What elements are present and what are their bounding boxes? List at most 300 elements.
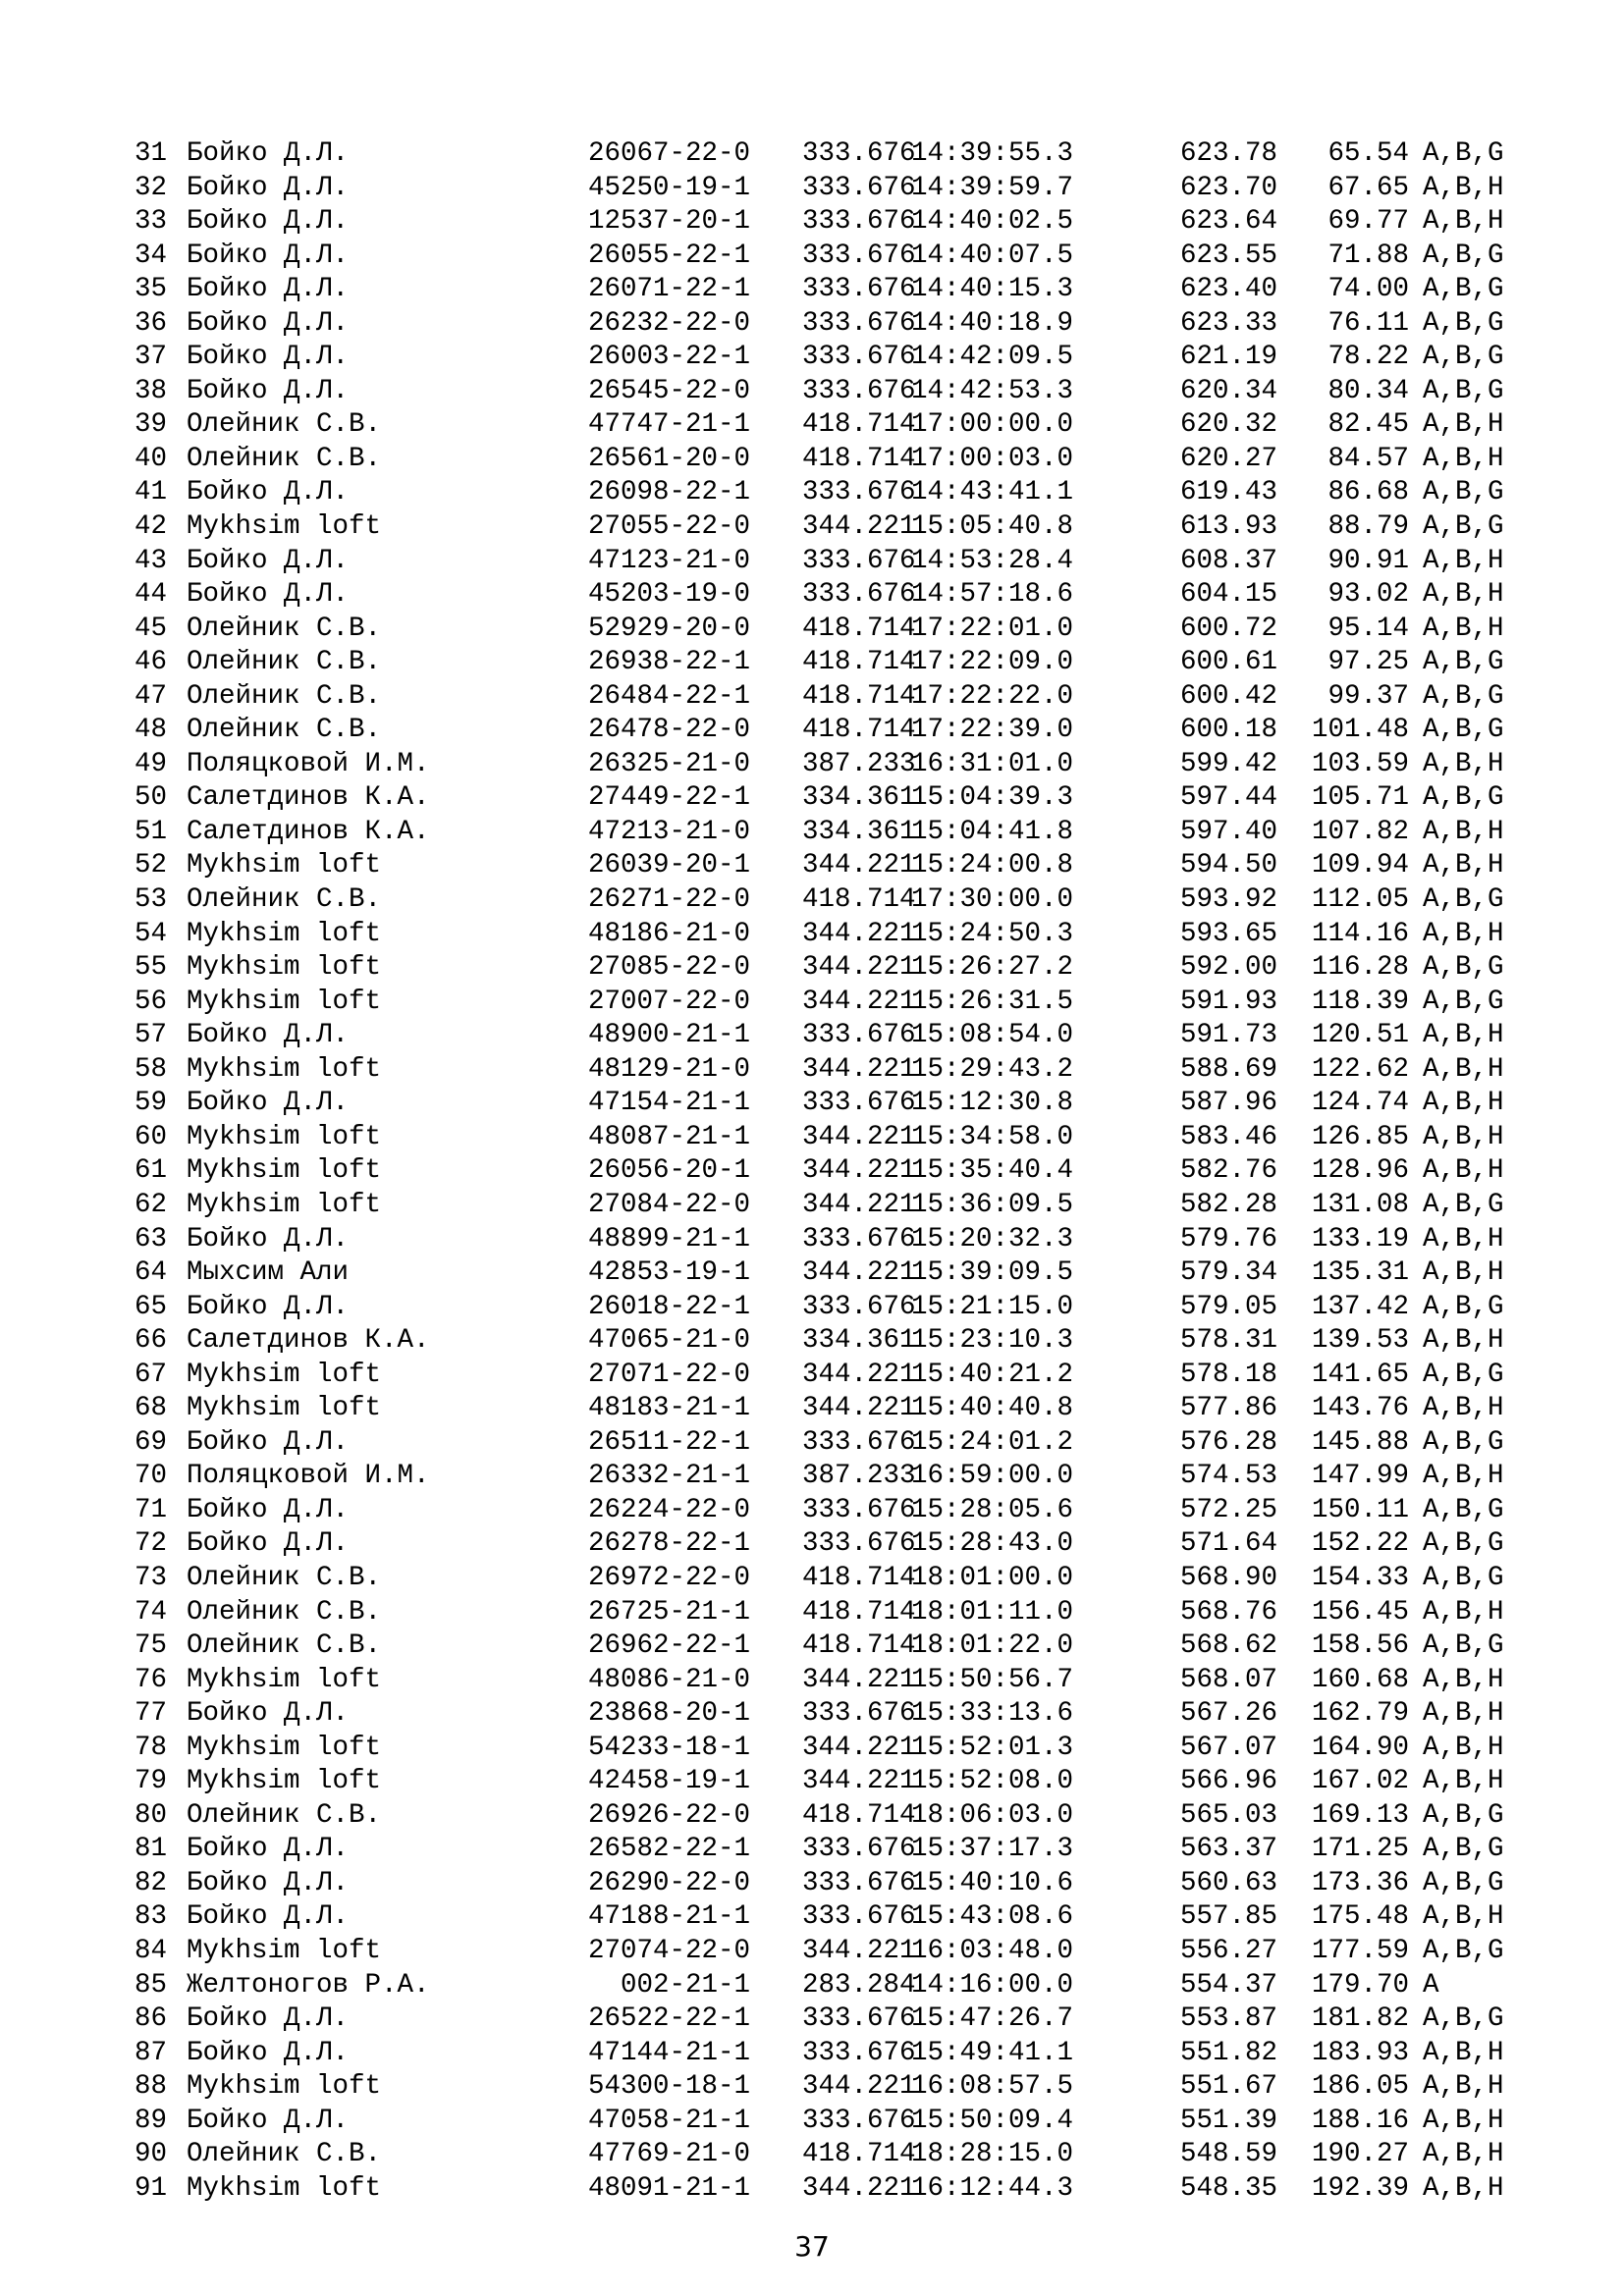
row-number: 79	[134, 1766, 167, 1797]
speed-value: 566.96	[1179, 1766, 1277, 1797]
table-row	[122, 578, 1536, 613]
points-value: 190.27	[1311, 2139, 1409, 2170]
fancier-name: Олейник С.В.	[187, 1799, 382, 1831]
points-value: 162.79	[1311, 1698, 1409, 1730]
table-row	[122, 646, 1536, 680]
table-row	[122, 2172, 1536, 2207]
ring-id: 48086-21-0	[587, 1664, 750, 1695]
distance-value: 418.714	[802, 613, 916, 644]
table-row	[122, 1833, 1536, 1867]
fancier-name: Mykhsim loft	[187, 1393, 382, 1424]
arrival-time: 14:42:53.3	[911, 375, 1074, 406]
speed-value: 574.53	[1179, 1461, 1277, 1492]
points-value: 158.56	[1311, 1630, 1409, 1662]
points-value: 137.42	[1311, 1291, 1409, 1322]
speed-value: 563.37	[1179, 1834, 1277, 1865]
row-number: 50	[134, 782, 167, 814]
arrival-time: 14:43:41.1	[911, 477, 1074, 508]
fancier-name: Мыхсим Али	[187, 1257, 350, 1289]
row-number: 69	[134, 1426, 167, 1458]
speed-value: 579.76	[1179, 1223, 1277, 1255]
table-row	[122, 1596, 1536, 1630]
category-list: A,B,H	[1423, 1766, 1504, 1797]
row-number: 80	[134, 1799, 167, 1831]
fancier-name: Олейник С.В.	[187, 1562, 382, 1593]
ring-id: 27449-22-1	[587, 782, 750, 814]
distance-value: 283.284	[802, 1969, 916, 2001]
points-value: 95.14	[1327, 613, 1409, 644]
distance-value: 418.714	[802, 1799, 916, 1831]
ring-id: 26725-21-1	[587, 1596, 750, 1628]
distance-value: 333.676	[802, 206, 916, 238]
table-row	[122, 2138, 1536, 2172]
category-list: A,B,G	[1423, 307, 1504, 339]
distance-value: 344.221	[802, 511, 916, 543]
speed-value: 560.63	[1179, 1867, 1277, 1898]
points-value: 181.82	[1311, 2003, 1409, 2035]
row-number: 63	[134, 1223, 167, 1255]
fancier-name: Mykhsim loft	[187, 1732, 382, 1763]
row-number: 77	[134, 1698, 167, 1730]
ring-id: 48900-21-1	[587, 1020, 750, 1051]
table-row	[122, 918, 1536, 952]
category-list: A,B,G	[1423, 1426, 1504, 1458]
speed-value: 608.37	[1179, 545, 1277, 576]
category-list: A,B,G	[1423, 782, 1504, 814]
distance-value: 344.221	[802, 1664, 916, 1695]
category-list: A,B,H	[1423, 2139, 1504, 2170]
speed-value: 568.90	[1179, 1562, 1277, 1593]
category-list: A,B,H	[1423, 443, 1504, 474]
category-list: A,B,H	[1423, 2172, 1504, 2204]
fancier-name: Бойко Д.Л.	[187, 2037, 350, 2068]
table-row	[122, 1087, 1536, 1121]
points-value: 141.65	[1311, 1359, 1409, 1390]
points-value: 179.70	[1311, 1969, 1409, 2001]
table-row	[122, 307, 1536, 342]
distance-value: 333.676	[802, 545, 916, 576]
arrival-time: 14:40:02.5	[911, 206, 1074, 238]
arrival-time: 17:22:09.0	[911, 647, 1074, 678]
category-list: A,B,H	[1423, 1732, 1504, 1763]
fancier-name: Бойко Д.Л.	[187, 477, 350, 508]
speed-value: 582.76	[1179, 1155, 1277, 1187]
category-list: A,B,H	[1423, 918, 1504, 949]
distance-value: 418.714	[802, 680, 916, 712]
category-list: A,B,G	[1423, 1799, 1504, 1831]
table-row	[122, 240, 1536, 274]
fancier-name: Бойко Д.Л.	[187, 2105, 350, 2136]
fancier-name: Поляцковой И.М.	[187, 748, 430, 779]
points-value: 103.59	[1311, 748, 1409, 779]
ring-id: 45250-19-1	[587, 172, 750, 203]
ring-id: 26278-22-1	[587, 1528, 750, 1560]
points-value: 71.88	[1327, 240, 1409, 271]
fancier-name: Бойко Д.Л.	[187, 172, 350, 203]
ring-id: 26224-22-0	[587, 1494, 750, 1525]
row-number: 39	[134, 409, 167, 441]
fancier-name: Бойко Д.Л.	[187, 1020, 350, 1051]
table-row	[122, 1969, 1536, 2003]
arrival-time: 15:29:43.2	[911, 1053, 1074, 1085]
category-list: A,B,G	[1423, 1359, 1504, 1390]
distance-value: 333.676	[802, 1426, 916, 1458]
table-row	[122, 172, 1536, 206]
arrival-time: 15:40:10.6	[911, 1867, 1074, 1898]
distance-value: 333.676	[802, 1528, 916, 1560]
row-number: 52	[134, 850, 167, 881]
fancier-name: Mykhsim loft	[187, 511, 382, 543]
distance-value: 333.676	[802, 1698, 916, 1730]
points-value: 112.05	[1311, 884, 1409, 916]
fancier-name: Бойко Д.Л.	[187, 2003, 350, 2035]
arrival-time: 15:35:40.4	[911, 1155, 1074, 1187]
fancier-name: Mykhsim loft	[187, 2172, 382, 2204]
distance-value: 387.233	[802, 1461, 916, 1492]
category-list: A,B,H	[1423, 1155, 1504, 1187]
points-value: 101.48	[1311, 715, 1409, 746]
table-row	[122, 1426, 1536, 1461]
ring-id: 47065-21-0	[587, 1325, 750, 1357]
table-row	[122, 205, 1536, 240]
ring-id: 26545-22-0	[587, 375, 750, 406]
arrival-time: 15:26:27.2	[911, 952, 1074, 984]
ring-id: 26332-21-1	[587, 1461, 750, 1492]
speed-value: 600.72	[1179, 613, 1277, 644]
speed-value: 568.07	[1179, 1664, 1277, 1695]
row-number: 67	[134, 1359, 167, 1390]
ring-id: 47144-21-1	[587, 2037, 750, 2068]
fancier-name: Бойко Д.Л.	[187, 1901, 350, 1933]
speed-value: 591.73	[1179, 1020, 1277, 1051]
category-list: A,B,H	[1423, 1461, 1504, 1492]
table-row	[122, 510, 1536, 545]
ring-id: 26926-22-0	[587, 1799, 750, 1831]
ring-id: 26018-22-1	[587, 1291, 750, 1322]
speed-value: 557.85	[1179, 1901, 1277, 1933]
arrival-time: 15:52:01.3	[911, 1732, 1074, 1763]
distance-value: 333.676	[802, 477, 916, 508]
ring-id: 47123-21-0	[587, 545, 750, 576]
fancier-name: Бойко Д.Л.	[187, 1494, 350, 1525]
arrival-time: 14:40:07.5	[911, 240, 1074, 271]
arrival-time: 18:28:15.0	[911, 2139, 1074, 2170]
fancier-name: Олейник С.В.	[187, 884, 382, 916]
fancier-name: Mykhsim loft	[187, 986, 382, 1017]
fancier-name: Салетдинов К.А.	[187, 782, 430, 814]
speed-value: 620.32	[1179, 409, 1277, 441]
points-value: 131.08	[1311, 1189, 1409, 1220]
row-number: 81	[134, 1834, 167, 1865]
row-number: 54	[134, 918, 167, 949]
distance-value: 333.676	[802, 1223, 916, 1255]
distance-value: 344.221	[802, 1053, 916, 1085]
points-value: 67.65	[1327, 172, 1409, 203]
ring-id: 27074-22-0	[587, 1935, 750, 1966]
speed-value: 548.59	[1179, 2139, 1277, 2170]
ring-id: 12537-20-1	[587, 206, 750, 238]
table-row	[122, 545, 1536, 579]
points-value: 93.02	[1327, 579, 1409, 611]
category-list: A,B,H	[1423, 1088, 1504, 1119]
speed-value: 597.40	[1179, 816, 1277, 847]
ring-id: 26478-22-0	[587, 715, 750, 746]
table-row	[122, 1494, 1536, 1528]
arrival-time: 15:49:41.1	[911, 2037, 1074, 2068]
ring-id: 26484-22-1	[587, 680, 750, 712]
table-row	[122, 883, 1536, 918]
distance-value: 333.676	[802, 274, 916, 305]
distance-value: 333.676	[802, 307, 916, 339]
table-row	[122, 375, 1536, 409]
category-list: A,B,H	[1423, 1393, 1504, 1424]
ring-id: 42458-19-1	[587, 1766, 750, 1797]
arrival-time: 14:40:15.3	[911, 274, 1074, 305]
arrival-time: 16:12:44.3	[911, 2172, 1074, 2204]
row-number: 64	[134, 1257, 167, 1289]
category-list: A,B,G	[1423, 1494, 1504, 1525]
table-row	[122, 748, 1536, 782]
ring-id: 26039-20-1	[587, 850, 750, 881]
category-list: A,B,G	[1423, 2003, 1504, 2035]
speed-value: 553.87	[1179, 2003, 1277, 2035]
row-number: 49	[134, 748, 167, 779]
row-number: 88	[134, 2071, 167, 2103]
distance-value: 333.676	[802, 1834, 916, 1865]
points-value: 86.68	[1327, 477, 1409, 508]
distance-value: 418.714	[802, 647, 916, 678]
table-row	[122, 1732, 1536, 1766]
category-list: A,B,H	[1423, 850, 1504, 881]
points-value: 160.68	[1311, 1664, 1409, 1695]
arrival-time: 17:00:03.0	[911, 443, 1074, 474]
table-row	[122, 849, 1536, 883]
distance-value: 344.221	[802, 1189, 916, 1220]
distance-value: 333.676	[802, 1867, 916, 1898]
arrival-time: 15:50:09.4	[911, 2105, 1074, 2136]
speed-value: 567.07	[1179, 1732, 1277, 1763]
arrival-time: 15:28:05.6	[911, 1494, 1074, 1525]
row-number: 87	[134, 2037, 167, 2068]
category-list: A,B,H	[1423, 816, 1504, 847]
category-list: A,B,G	[1423, 680, 1504, 712]
arrival-time: 16:08:57.5	[911, 2071, 1074, 2103]
category-list: A,B,G	[1423, 274, 1504, 305]
ring-id: 26582-22-1	[587, 1834, 750, 1865]
ring-id: 26003-22-1	[587, 342, 750, 373]
points-value: 80.34	[1327, 375, 1409, 406]
ring-id: 48129-21-0	[587, 1053, 750, 1085]
category-list: A,B,H	[1423, 206, 1504, 238]
table-row	[122, 1291, 1536, 1325]
arrival-time: 17:22:39.0	[911, 715, 1074, 746]
table-row	[122, 1629, 1536, 1664]
table-row	[122, 1019, 1536, 1053]
points-value: 164.90	[1311, 1732, 1409, 1763]
ring-id: 27055-22-0	[587, 511, 750, 543]
speed-value: 568.76	[1179, 1596, 1277, 1628]
arrival-time: 14:40:18.9	[911, 307, 1074, 339]
points-value: 116.28	[1311, 952, 1409, 984]
distance-value: 344.221	[802, 1359, 916, 1390]
speed-value: 620.34	[1179, 375, 1277, 406]
table-row	[122, 408, 1536, 443]
speed-value: 623.40	[1179, 274, 1277, 305]
speed-value: 579.34	[1179, 1257, 1277, 1289]
arrival-time: 18:01:00.0	[911, 1562, 1074, 1593]
category-list: A,B,H	[1423, 2105, 1504, 2136]
speed-value: 577.86	[1179, 1393, 1277, 1424]
arrival-time: 17:30:00.0	[911, 884, 1074, 916]
points-value: 143.76	[1311, 1393, 1409, 1424]
table-row	[122, 781, 1536, 816]
points-value: 97.25	[1327, 647, 1409, 678]
fancier-name: Mykhsim loft	[187, 952, 382, 984]
speed-value: 619.43	[1179, 477, 1277, 508]
arrival-time: 15:05:40.8	[911, 511, 1074, 543]
row-number: 83	[134, 1901, 167, 1933]
row-number: 37	[134, 342, 167, 373]
ring-id: 47747-21-1	[587, 409, 750, 441]
results-table	[122, 137, 1536, 2206]
table-row	[122, 1460, 1536, 1494]
distance-value: 418.714	[802, 715, 916, 746]
table-row	[122, 1359, 1536, 1393]
arrival-time: 14:42:09.5	[911, 342, 1074, 373]
speed-value: 623.70	[1179, 172, 1277, 203]
speed-value: 556.27	[1179, 1935, 1277, 1966]
table-row	[122, 1664, 1536, 1698]
row-number: 33	[134, 206, 167, 238]
table-row	[122, 1799, 1536, 1834]
fancier-name: Олейник С.В.	[187, 715, 382, 746]
category-list: A,B,H	[1423, 579, 1504, 611]
ring-id: 47769-21-0	[587, 2139, 750, 2170]
fancier-name: Mykhsim loft	[187, 1664, 382, 1695]
table-row	[122, 1223, 1536, 1257]
ring-id: 26522-22-1	[587, 2003, 750, 2035]
category-list: A	[1423, 1969, 1439, 2001]
row-number: 55	[134, 952, 167, 984]
speed-value: 588.69	[1179, 1053, 1277, 1085]
speed-value: 568.62	[1179, 1630, 1277, 1662]
distance-value: 344.221	[802, 1121, 916, 1152]
points-value: 169.13	[1311, 1799, 1409, 1831]
arrival-time: 16:31:01.0	[911, 748, 1074, 779]
points-value: 133.19	[1311, 1223, 1409, 1255]
ring-id: 27085-22-0	[587, 952, 750, 984]
fancier-name: Поляцковой И.М.	[187, 1461, 430, 1492]
table-row	[122, 986, 1536, 1020]
fancier-name: Бойко Д.Л.	[187, 274, 350, 305]
distance-value: 333.676	[802, 2037, 916, 2068]
speed-value: 623.78	[1179, 138, 1277, 169]
category-list: A,B,G	[1423, 1189, 1504, 1220]
category-list: A,B,G	[1423, 715, 1504, 746]
row-number: 66	[134, 1325, 167, 1357]
row-number: 84	[134, 1935, 167, 1966]
table-row	[122, 1189, 1536, 1223]
ring-id: 47188-21-1	[587, 1901, 750, 1933]
table-row	[122, 680, 1536, 715]
row-number: 61	[134, 1155, 167, 1187]
category-list: A,B,H	[1423, 1596, 1504, 1628]
speed-value: 597.44	[1179, 782, 1277, 814]
arrival-time: 14:39:55.3	[911, 138, 1074, 169]
speed-value: 578.31	[1179, 1325, 1277, 1357]
row-number: 65	[134, 1291, 167, 1322]
speed-value: 554.37	[1179, 1969, 1277, 2001]
points-value: 147.99	[1311, 1461, 1409, 1492]
fancier-name: Олейник С.В.	[187, 613, 382, 644]
arrival-time: 15:04:41.8	[911, 816, 1074, 847]
fancier-name: Бойко Д.Л.	[187, 1223, 350, 1255]
table-row	[122, 1154, 1536, 1189]
distance-value: 418.714	[802, 1562, 916, 1593]
category-list: A,B,G	[1423, 1935, 1504, 1966]
table-row	[122, 2070, 1536, 2105]
fancier-name: Бойко Д.Л.	[187, 545, 350, 576]
points-value: 175.48	[1311, 1901, 1409, 1933]
arrival-time: 15:40:21.2	[911, 1359, 1074, 1390]
arrival-time: 16:03:48.0	[911, 1935, 1074, 1966]
fancier-name: Бойко Д.Л.	[187, 1698, 350, 1730]
category-list: A,B,H	[1423, 1053, 1504, 1085]
ring-id: 26098-22-1	[587, 477, 750, 508]
category-list: A,B,G	[1423, 1630, 1504, 1662]
arrival-time: 15:36:09.5	[911, 1189, 1074, 1220]
arrival-time: 15:20:32.3	[911, 1223, 1074, 1255]
arrival-time: 15:37:17.3	[911, 1834, 1074, 1865]
row-number: 42	[134, 511, 167, 543]
row-number: 75	[134, 1630, 167, 1662]
row-number: 57	[134, 1020, 167, 1051]
ring-id: 26055-22-1	[587, 240, 750, 271]
row-number: 40	[134, 443, 167, 474]
points-value: 171.25	[1311, 1834, 1409, 1865]
row-number: 71	[134, 1494, 167, 1525]
ring-id: 26290-22-0	[587, 1867, 750, 1898]
row-number: 56	[134, 986, 167, 1017]
fancier-name: Бойко Д.Л.	[187, 1867, 350, 1898]
category-list: A,B,H	[1423, 1325, 1504, 1357]
fancier-name: Олейник С.В.	[187, 680, 382, 712]
distance-value: 344.221	[802, 1732, 916, 1763]
ring-id: 26972-22-0	[587, 1562, 750, 1593]
fancier-name: Желтоногов Р.А.	[187, 1969, 430, 2001]
category-list: A,B,G	[1423, 1291, 1504, 1322]
category-list: A,B,G	[1423, 1834, 1504, 1865]
fancier-name: Бойко Д.Л.	[187, 1834, 350, 1865]
arrival-time: 14:16:00.0	[911, 1969, 1074, 2001]
category-list: A,B,G	[1423, 1867, 1504, 1898]
row-number: 59	[134, 1088, 167, 1119]
points-value: 118.39	[1311, 986, 1409, 1017]
fancier-name: Олейник С.В.	[187, 2139, 382, 2170]
distance-value: 333.676	[802, 138, 916, 169]
row-number: 62	[134, 1189, 167, 1220]
row-number: 91	[134, 2172, 167, 2204]
row-number: 73	[134, 1562, 167, 1593]
fancier-name: Бойко Д.Л.	[187, 307, 350, 339]
table-row	[122, 1392, 1536, 1426]
arrival-time: 15:08:54.0	[911, 1020, 1074, 1051]
fancier-name: Бойко Д.Л.	[187, 1291, 350, 1322]
fancier-name: Олейник С.В.	[187, 1596, 382, 1628]
points-value: 84.57	[1327, 443, 1409, 474]
table-row	[122, 1697, 1536, 1732]
row-number: 76	[134, 1664, 167, 1695]
